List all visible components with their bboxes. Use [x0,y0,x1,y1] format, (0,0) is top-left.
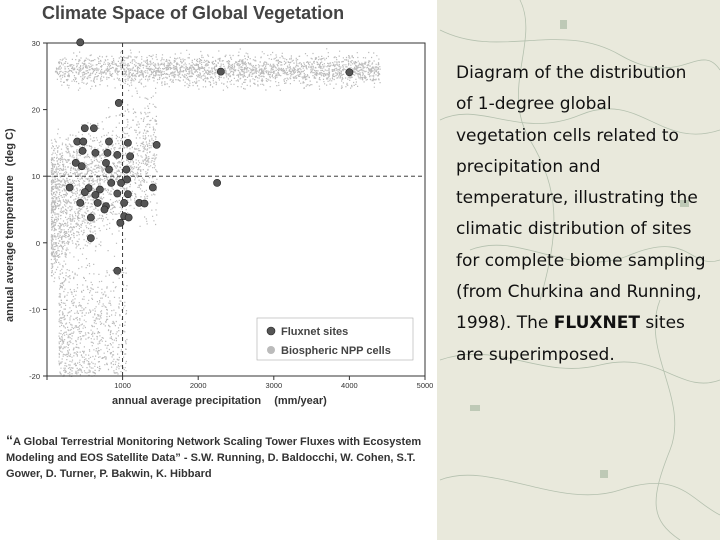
y-tick-label: 30 [31,39,40,48]
legend-marker-npp [267,346,275,354]
fluxnet-point [124,176,131,183]
fluxnet-point [127,153,134,160]
x-axis-label-main: annual average precipitation [112,395,262,407]
fluxnet-point [141,200,148,207]
fluxnet-point [123,166,130,173]
x-axis-label-unit: (mm/year) [274,395,327,407]
y-tick-label: 0 [35,238,40,248]
fluxnet-point [77,199,84,206]
fluxnet-point [80,138,87,145]
fluxnet-point [94,199,101,206]
fluxnet-point [102,159,109,166]
fluxnet-point [81,125,88,132]
fluxnet-point [79,147,86,154]
fluxnet-point [117,219,124,226]
caption-text: A Global Terrestrial Monitoring Network Scaling Tower Fluxes with Ecosystem Modeling and EOS Satellite Data” - S.W. Running, D. Baldocchi, W. Cohen, S.T. Gower, D. Turner, P. Bakwin, K. Hibbard [6,436,422,480]
x-tick-label: 1000 [114,381,131,390]
fluxnet-point [105,138,112,145]
fluxnet-point [101,206,108,213]
fluxnet-point [114,190,121,197]
fluxnet-point [217,68,224,75]
fluxnet-point [153,141,160,148]
fluxnet-point [114,267,121,274]
y-axis-label-unit: (deg C) [4,128,16,167]
slide-description [456,58,706,371]
description-text-2: sites are superimposed. [456,313,685,365]
y-tick-label: 10 [31,172,40,182]
fluxnet-point [78,163,85,170]
fluxnet-point [104,149,111,156]
description-text-1: Diagram of the distribution of 1-degree global vegetation cells related to precipitation and temperature, illustrating the climatic distribution of sites for complete biome sampling (from Churkina and Running, 1998). The [456,63,706,334]
fluxnet-point [92,191,99,198]
y-axis-label [4,128,16,322]
legend-label-npp: Biospheric NPP cells [281,345,391,357]
y-tick-label: -20 [29,372,40,381]
caption-open-quote: “ [6,432,13,448]
x-axis-label [112,395,327,407]
source-caption [6,432,431,482]
fluxnet-point [124,191,131,198]
fluxnet-point [87,235,94,242]
legend-label-fluxnet: Fluxnet sites [281,326,349,338]
fluxnet-point [125,214,132,221]
legend-marker-fluxnet [267,327,275,335]
fluxnet-point [214,179,221,186]
fluxnet-point [108,179,115,186]
fluxnet-point [124,139,131,146]
fluxnet-point [121,199,128,206]
fluxnet-point [115,99,122,106]
y-axis-label-main: annual average temperature [4,175,16,322]
x-tick-label: 4000 [341,381,358,390]
fluxnet-point [87,214,94,221]
y-tick-label: -10 [29,305,40,315]
x-tick-label: 2000 [189,381,207,390]
fluxnet-point [149,184,156,191]
y-tick-label: 20 [31,105,40,115]
chart-title: Climate Space of Global Vegetation [42,3,345,23]
fluxnet-point [66,184,73,191]
fluxnet-point [90,125,97,132]
fluxnet-point [92,149,99,156]
fluxnet-point [81,189,88,196]
legend [257,318,413,360]
climate-scatter-chart [0,0,437,410]
fluxnet-point [346,69,353,76]
x-tick-label: 3000 [265,381,283,390]
description-fluxnet-emphasis: FLUXNET [553,313,640,334]
x-tick-label: 5000 [416,381,434,390]
fluxnet-point [114,151,121,158]
fluxnet-point [105,166,112,173]
fluxnet-point [77,39,84,46]
